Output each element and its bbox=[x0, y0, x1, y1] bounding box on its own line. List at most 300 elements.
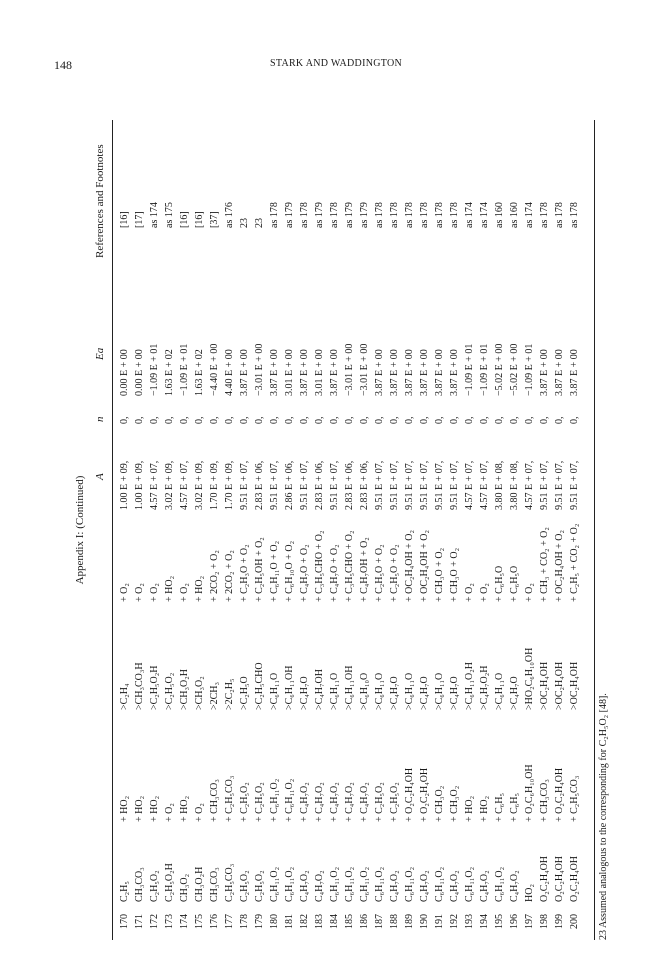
cell-s1: C₄H₇O₂ bbox=[389, 870, 400, 902]
cell-idx: 186 bbox=[359, 914, 370, 929]
cell-E: 1.63 E + 02 bbox=[164, 349, 175, 396]
table-row bbox=[148, 120, 163, 940]
cell-n: 0, bbox=[524, 416, 535, 424]
cell-p1: >HO₂C₆H₁₀OH bbox=[524, 647, 535, 710]
cell-A: 3.80 E + 08, bbox=[509, 460, 520, 510]
cell-E: 3.87 E + 00 bbox=[239, 349, 250, 396]
cell-E: −5.02 E + 00 bbox=[509, 343, 520, 396]
cell-p1: >CH₃O₂ bbox=[194, 676, 205, 710]
cell-A: 9.51 E + 07, bbox=[554, 460, 565, 510]
cell-s1: O₂C₂H₄OH bbox=[569, 855, 580, 902]
cell-idx: 198 bbox=[539, 914, 550, 929]
cell-n: 0, bbox=[509, 416, 520, 424]
cell-s2: + O₂C₆H₁₀OH bbox=[524, 764, 535, 822]
cell-s1: CH₃CO₃ bbox=[209, 867, 220, 902]
header-references: References and Footnotes bbox=[94, 144, 106, 258]
cell-n: 0, bbox=[359, 416, 370, 424]
cell-p1: >CH₃CO₃H bbox=[134, 662, 145, 710]
cell-s2: + C₆H₁₁O₂ bbox=[284, 778, 295, 822]
cell-ref: as 160 bbox=[509, 202, 520, 228]
cell-idx: 193 bbox=[464, 914, 475, 929]
cell-E: 3.87 E + 00 bbox=[419, 349, 430, 396]
cell-s1: C₆H₁₁O₂ bbox=[494, 866, 505, 902]
table-row bbox=[238, 120, 253, 940]
cell-p2: + C₆H₁₁O + O₂ bbox=[269, 540, 280, 602]
cell-p2: + C₂H₃O + O₂ bbox=[239, 544, 250, 602]
cell-n: 0, bbox=[134, 416, 145, 424]
cell-s1: C₆H₁₁O₂ bbox=[269, 866, 280, 902]
cell-s2: + HO₂ bbox=[179, 795, 190, 822]
cell-s2: + C₂H₅O₂ bbox=[239, 782, 250, 822]
cell-ref: as 174 bbox=[479, 202, 490, 228]
cell-idx: 170 bbox=[119, 914, 130, 929]
cell-p1: >C₂H₄ bbox=[119, 683, 130, 710]
cell-E: −1.09 E + 01 bbox=[479, 343, 490, 396]
cell-E: 3.87 E + 00 bbox=[554, 349, 565, 396]
cell-p2: + O₂ bbox=[149, 583, 160, 602]
cell-p2: + C₆H₅O bbox=[509, 565, 520, 602]
page-number: 148 bbox=[54, 58, 72, 72]
cell-n: 0, bbox=[314, 416, 325, 424]
cell-A: 9.51 E + 07, bbox=[449, 460, 460, 510]
footer-rule bbox=[594, 120, 595, 940]
cell-s1: C₄H₇O₂ bbox=[509, 870, 520, 902]
cell-p1: >C₄H₇O₂H bbox=[479, 665, 490, 710]
cell-A: 2.83 E + 06, bbox=[314, 460, 325, 510]
cell-idx: 192 bbox=[449, 914, 460, 929]
table-row bbox=[508, 120, 523, 940]
cell-s1: C₆H₁₁O₂ bbox=[344, 866, 355, 902]
cell-n: 0, bbox=[464, 416, 475, 424]
cell-ref: as 176 bbox=[224, 202, 235, 228]
cell-p2: + CH₃ + CO₂ + O₂ bbox=[539, 527, 550, 602]
table-row bbox=[163, 120, 178, 940]
cell-E: 0.00 E + 00 bbox=[119, 349, 130, 396]
table-row bbox=[478, 120, 493, 940]
cell-E: 3.87 E + 00 bbox=[329, 349, 340, 396]
cell-p2: + 2CO₂ + O₂ bbox=[224, 550, 235, 602]
cell-ref: as 178 bbox=[569, 202, 580, 228]
cell-A: 2.83 E + 06, bbox=[359, 460, 370, 510]
cell-p1: >C₆H₁₁OH bbox=[344, 665, 355, 710]
cell-ref: as 174 bbox=[524, 202, 535, 228]
cell-n: 0, bbox=[194, 416, 205, 424]
cell-E: −3.01 E + 00 bbox=[359, 343, 370, 396]
cell-s2: + CH₃O₂ bbox=[449, 785, 460, 822]
cell-p1: >C₂H₅CHO bbox=[254, 662, 265, 710]
cell-idx: 183 bbox=[314, 914, 325, 929]
cell-idx: 181 bbox=[284, 914, 295, 929]
table-row bbox=[133, 120, 148, 940]
cell-s1: C₄H₇O₂ bbox=[479, 870, 490, 902]
cell-E: 3.87 E + 00 bbox=[434, 349, 445, 396]
cell-A: 9.51 E + 07, bbox=[419, 460, 430, 510]
cell-E: 3.87 E + 00 bbox=[539, 349, 550, 396]
cell-s1: CH₃O₂H bbox=[194, 866, 205, 902]
cell-p1: >C₆H₁₁O bbox=[269, 672, 280, 710]
cell-ref: as 178 bbox=[554, 202, 565, 228]
table-row bbox=[373, 120, 388, 940]
table-row bbox=[268, 120, 283, 940]
cell-s2: + C₄H₇O₂ bbox=[359, 782, 370, 822]
cell-p2: + CH₃O + O₂ bbox=[434, 547, 445, 602]
cell-p1: >C₄H₇O bbox=[449, 676, 460, 710]
cell-s2: + C₂H₅CO₃ bbox=[569, 775, 580, 822]
cell-s2: + C₂H₅O₂ bbox=[254, 782, 265, 822]
cell-ref: as 179 bbox=[284, 202, 295, 228]
table-row bbox=[538, 120, 553, 940]
cell-s1: C₆H₁₁O₂ bbox=[404, 866, 415, 902]
cell-n: 0, bbox=[344, 416, 355, 424]
cell-ref: 23 bbox=[254, 218, 265, 228]
cell-p2: + O₂ bbox=[119, 583, 130, 602]
cell-s1: C₂H₅CO₃ bbox=[224, 863, 235, 902]
cell-p1: >2CH₃ bbox=[209, 681, 220, 710]
cell-ref: as 178 bbox=[329, 202, 340, 228]
cell-idx: 182 bbox=[299, 914, 310, 929]
table-row bbox=[523, 120, 538, 940]
cell-idx: 172 bbox=[149, 914, 160, 929]
cell-n: 0, bbox=[374, 416, 385, 424]
table-row bbox=[568, 120, 583, 940]
cell-A: 3.80 E + 08, bbox=[494, 460, 505, 510]
cell-p1: >C₂H₅O₂ bbox=[164, 672, 175, 710]
cell-p1: >C₆H₁₁OH bbox=[284, 665, 295, 710]
cell-n: 0, bbox=[569, 416, 580, 424]
cell-ref: as 178 bbox=[269, 202, 280, 228]
cell-A: 1.00 E + 09, bbox=[134, 460, 145, 510]
cell-E: −1.09 E + 01 bbox=[179, 343, 190, 396]
cell-s1: C₆H₁₁O₂ bbox=[374, 866, 385, 902]
cell-A: 4.57 E + 07, bbox=[179, 460, 190, 510]
cell-p2: + C₂H₅O + O₂ bbox=[389, 544, 400, 602]
cell-p1: >C₆H₁₁O₂H bbox=[464, 662, 475, 710]
cell-s2: + C₄H₇O₂ bbox=[299, 782, 310, 822]
cell-s1: O₂C₂H₄OH bbox=[539, 855, 550, 902]
cell-ref: [16] bbox=[119, 211, 130, 228]
cell-ref: as 179 bbox=[344, 202, 355, 228]
cell-p2: + C₆H₁₀O + O₂ bbox=[284, 540, 295, 602]
cell-s2: + CH₃CO₃ bbox=[539, 779, 550, 822]
cell-E: −4.40 E + 00 bbox=[209, 343, 220, 396]
cell-p2: + C₂H₅O + O₂ bbox=[374, 544, 385, 602]
cell-n: 0, bbox=[149, 416, 160, 424]
cell-E: 0.00 E + 00 bbox=[134, 349, 145, 396]
cell-idx: 190 bbox=[419, 914, 430, 929]
cell-s1: CH₃CO₃ bbox=[134, 867, 145, 902]
header-rule bbox=[112, 120, 113, 940]
cell-ref: as 178 bbox=[419, 202, 430, 228]
cell-p2: + C₃H₅CHO + O₂ bbox=[344, 530, 355, 602]
header-n: n bbox=[94, 416, 106, 422]
cell-s2: + HO₂ bbox=[119, 795, 130, 822]
cell-A: 9.51 E + 07, bbox=[434, 460, 445, 510]
cell-p1: >OC₂H₄OH bbox=[569, 661, 580, 710]
cell-A: 1.70 E + 09, bbox=[209, 460, 220, 510]
cell-s1: HO₂ bbox=[524, 884, 535, 902]
cell-ref: as 178 bbox=[449, 202, 460, 228]
cell-p1: >C₆H₁₁O bbox=[329, 672, 340, 710]
cell-s2: + HO₂ bbox=[479, 795, 490, 822]
cell-A: 2.83 E + 06, bbox=[254, 460, 265, 510]
cell-A: 9.51 E + 07, bbox=[404, 460, 415, 510]
cell-p2: + OC₂H₄OH + O₂ bbox=[404, 529, 415, 602]
cell-E: 3.87 E + 00 bbox=[269, 349, 280, 396]
table-row bbox=[553, 120, 568, 940]
cell-idx: 171 bbox=[134, 914, 145, 929]
cell-s2: + C₄H₇O₂ bbox=[344, 782, 355, 822]
cell-A: 9.51 E + 07, bbox=[539, 460, 550, 510]
cell-A: 9.51 E + 07, bbox=[329, 460, 340, 510]
cell-s2: + O₂C₂H₄OH bbox=[404, 767, 415, 822]
cell-s1: CH₃O₂ bbox=[179, 873, 190, 902]
cell-n: 0, bbox=[269, 416, 280, 424]
cell-n: 0, bbox=[254, 416, 265, 424]
cell-idx: 177 bbox=[224, 914, 235, 929]
cell-s1: C₄H₇O₂ bbox=[449, 870, 460, 902]
cell-s2: + C₂H₅CO₃ bbox=[224, 775, 235, 822]
cell-s2: + C₂H₅O₂ bbox=[374, 782, 385, 822]
cell-s1: C₆H₁₁O₂ bbox=[359, 866, 370, 902]
cell-n: 0, bbox=[164, 416, 175, 424]
table-row bbox=[193, 120, 208, 940]
cell-s1: C₄H₇O₂ bbox=[419, 870, 430, 902]
cell-s1: C₆H₁₁O₂ bbox=[329, 866, 340, 902]
cell-A: 2.86 E + 06, bbox=[284, 460, 295, 510]
cell-s2: + CH₃CO₃ bbox=[209, 779, 220, 822]
cell-idx: 196 bbox=[509, 914, 520, 929]
cell-idx: 197 bbox=[524, 914, 535, 929]
cell-s2: + C₆H₅ bbox=[509, 792, 520, 822]
cell-s1: C₆H₁₁O₂ bbox=[464, 866, 475, 902]
cell-A: 9.51 E + 07, bbox=[569, 460, 580, 510]
cell-E: −1.09 E + 01 bbox=[149, 343, 160, 396]
cell-s2: + O₂ bbox=[164, 803, 175, 822]
cell-ref: as 178 bbox=[374, 202, 385, 228]
table-row bbox=[388, 120, 403, 940]
cell-A: 9.51 E + 07, bbox=[299, 460, 310, 510]
cell-s1: C₂H₅ bbox=[119, 881, 130, 902]
cell-ref: as 178 bbox=[404, 202, 415, 228]
cell-A: 9.51 E + 07, bbox=[239, 460, 250, 510]
cell-A: 4.57 E + 07, bbox=[149, 460, 160, 510]
cell-p2: + O₂ bbox=[479, 583, 490, 602]
table-row bbox=[403, 120, 418, 940]
cell-p2: + C₄H₇O + O₂ bbox=[299, 544, 310, 602]
cell-s1: C₄H₇O₂ bbox=[299, 870, 310, 902]
cell-E: 3.87 E + 00 bbox=[374, 349, 385, 396]
cell-s2: + O₂C₂H₄OH bbox=[554, 767, 565, 822]
cell-ref: as 160 bbox=[494, 202, 505, 228]
cell-A: 1.70 E + 09, bbox=[224, 460, 235, 510]
cell-p2: + O₂ bbox=[464, 583, 475, 602]
table-row bbox=[253, 120, 268, 940]
table-row bbox=[298, 120, 313, 940]
cell-idx: 194 bbox=[479, 914, 490, 929]
cell-E: 3.87 E + 00 bbox=[389, 349, 400, 396]
cell-p1: >C₆H₁₁O bbox=[374, 672, 385, 710]
cell-n: 0, bbox=[389, 416, 400, 424]
cell-ref: as 175 bbox=[164, 202, 175, 228]
cell-p2: + C₂H₅ + CO₂ + O₂ bbox=[569, 523, 580, 602]
cell-idx: 176 bbox=[209, 914, 220, 929]
cell-s1: C₂H₅O₂ bbox=[254, 870, 265, 902]
cell-A: 2.83 E + 06, bbox=[344, 460, 355, 510]
cell-n: 0, bbox=[419, 416, 430, 424]
cell-ref: as 178 bbox=[539, 202, 550, 228]
cell-idx: 187 bbox=[374, 914, 385, 929]
cell-ref: as 178 bbox=[434, 202, 445, 228]
cell-p2: + OC₂H₄OH + O₂ bbox=[554, 529, 565, 602]
cell-n: 0, bbox=[404, 416, 415, 424]
cell-p1: >C₄H₇OH bbox=[314, 669, 325, 710]
cell-idx: 184 bbox=[329, 914, 340, 929]
table-row bbox=[283, 120, 298, 940]
cell-s2: + HO₂ bbox=[149, 795, 160, 822]
cell-p2: + C₄H₇OH + O₂ bbox=[359, 537, 370, 602]
cell-A: 9.51 E + 07, bbox=[389, 460, 400, 510]
header-A: A bbox=[94, 473, 106, 480]
cell-ref: 23 bbox=[239, 218, 250, 228]
running-head: STARK AND WADDINGTON bbox=[269, 58, 403, 69]
cell-n: 0, bbox=[479, 416, 490, 424]
cell-p1: >OC₂H₄OH bbox=[539, 661, 550, 710]
cell-p2: + 2CO₂ + O₂ bbox=[209, 550, 220, 602]
cell-idx: 189 bbox=[404, 914, 415, 929]
cell-n: 0, bbox=[449, 416, 460, 424]
cell-p1: >2C₂H₅ bbox=[224, 678, 235, 710]
table-row bbox=[343, 120, 358, 940]
cell-p1: >C₆H₁₁O bbox=[494, 672, 505, 710]
cell-p2: + O₂ bbox=[179, 583, 190, 602]
cell-s2: + C₆H₅ bbox=[494, 792, 505, 822]
cell-E: 3.87 E + 00 bbox=[449, 349, 460, 396]
cell-p1: >C₆H₁₁O bbox=[434, 672, 445, 710]
cell-n: 0, bbox=[539, 416, 550, 424]
cell-ref: [37] bbox=[209, 211, 220, 228]
cell-E: 3.87 E + 00 bbox=[569, 349, 580, 396]
cell-s2: + O₂C₂H₄OH bbox=[419, 767, 430, 822]
cell-n: 0, bbox=[434, 416, 445, 424]
cell-p2: + C₄H₇O + O₂ bbox=[329, 544, 340, 602]
cell-s2: + CH₃O₂ bbox=[434, 785, 445, 822]
table-row bbox=[433, 120, 448, 940]
cell-E: −3.01 E + 00 bbox=[344, 343, 355, 396]
header-Ea: Ea bbox=[94, 347, 106, 360]
cell-p2: + CH₃O + O₂ bbox=[449, 547, 460, 602]
cell-idx: 174 bbox=[179, 914, 190, 929]
cell-s2: + C₄H₇O₂ bbox=[329, 782, 340, 822]
cell-s1: C₂H₅O₂ bbox=[149, 870, 160, 902]
table-row bbox=[118, 120, 133, 940]
cell-n: 0, bbox=[239, 416, 250, 424]
cell-idx: 179 bbox=[254, 914, 265, 929]
cell-s2: + C₆H₁₁O₂ bbox=[269, 778, 280, 822]
cell-p1: >C₆H₁₀O bbox=[359, 672, 370, 710]
cell-A: 1.00 E + 09, bbox=[119, 460, 130, 510]
cell-E: 3.01 E + 00 bbox=[314, 349, 325, 396]
cell-p2: + O₂ bbox=[524, 583, 535, 602]
cell-s2: + HO₂ bbox=[464, 795, 475, 822]
cell-idx: 191 bbox=[434, 914, 445, 929]
cell-idx: 200 bbox=[569, 914, 580, 929]
cell-s1: C₂H₅O₂H bbox=[164, 863, 175, 902]
table-caption: Appendix I: (Continued) bbox=[74, 475, 86, 585]
cell-n: 0, bbox=[329, 416, 340, 424]
cell-ref: as 178 bbox=[389, 202, 400, 228]
cell-s2: + C₄H₇O₂ bbox=[314, 782, 325, 822]
cell-idx: 175 bbox=[194, 914, 205, 929]
table-footnote: 23 Assumed analogous to the corresponding for C₂H₅O₂ [48]. bbox=[598, 693, 609, 940]
cell-ref: [16] bbox=[194, 211, 205, 228]
cell-ref: [17] bbox=[134, 211, 145, 228]
cell-s1: O₂C₂H₄OH bbox=[554, 855, 565, 902]
cell-A: 3.02 E + 09, bbox=[194, 460, 205, 510]
cell-idx: 180 bbox=[269, 914, 280, 929]
cell-n: 0, bbox=[554, 416, 565, 424]
table-row bbox=[178, 120, 193, 940]
cell-n: 0, bbox=[179, 416, 190, 424]
cell-s2: + C₂H₅O₂ bbox=[389, 782, 400, 822]
cell-ref: [16] bbox=[179, 211, 190, 228]
cell-ref: as 179 bbox=[359, 202, 370, 228]
cell-E: 1.63 E + 02 bbox=[194, 349, 205, 396]
cell-E: 3.87 E + 00 bbox=[299, 349, 310, 396]
cell-E: −5.02 E + 00 bbox=[494, 343, 505, 396]
table-row bbox=[463, 120, 478, 940]
cell-p1: >C₄H₇O bbox=[509, 676, 520, 710]
cell-ref: as 174 bbox=[149, 202, 160, 228]
cell-n: 0, bbox=[284, 416, 295, 424]
cell-ref: as 179 bbox=[314, 202, 325, 228]
cell-E: −1.09 E + 01 bbox=[524, 343, 535, 396]
cell-n: 0, bbox=[119, 416, 130, 424]
cell-A: 3.02 E + 09, bbox=[164, 460, 175, 510]
table-row bbox=[418, 120, 433, 940]
cell-n: 0, bbox=[299, 416, 310, 424]
cell-E: 3.87 E + 00 bbox=[404, 349, 415, 396]
table-row bbox=[448, 120, 463, 940]
cell-ref: as 174 bbox=[464, 202, 475, 228]
cell-p1: >C₆H₁₁O bbox=[404, 672, 415, 710]
cell-E: −1.09 E + 01 bbox=[464, 343, 475, 396]
rotated-table bbox=[64, 120, 624, 940]
cell-p2: + O₂ bbox=[134, 583, 145, 602]
cell-p2: + HO₂ bbox=[164, 575, 175, 602]
cell-p1: >CH₃O₂H bbox=[179, 669, 190, 710]
cell-n: 0, bbox=[209, 416, 220, 424]
cell-p2: + HO₂ bbox=[194, 575, 205, 602]
cell-idx: 188 bbox=[389, 914, 400, 929]
cell-n: 0, bbox=[224, 416, 235, 424]
cell-idx: 199 bbox=[554, 914, 565, 929]
cell-p1: >C₂H₅O₂H bbox=[149, 665, 160, 710]
cell-ref: as 178 bbox=[299, 202, 310, 228]
table-row bbox=[493, 120, 508, 940]
cell-s1: C₄H₇O₂ bbox=[314, 870, 325, 902]
cell-idx: 195 bbox=[494, 914, 505, 929]
cell-s1: C₂H₅O₂ bbox=[239, 870, 250, 902]
cell-A: 9.51 E + 07, bbox=[269, 460, 280, 510]
cell-idx: 185 bbox=[344, 914, 355, 929]
table-row bbox=[313, 120, 328, 940]
cell-s2: + HO₂ bbox=[134, 795, 145, 822]
cell-A: 4.57 E + 07, bbox=[524, 460, 535, 510]
table-row bbox=[328, 120, 343, 940]
cell-n: 0, bbox=[494, 416, 505, 424]
cell-p2: + C₆H₅O bbox=[494, 565, 505, 602]
cell-A: 4.57 E + 07, bbox=[479, 460, 490, 510]
